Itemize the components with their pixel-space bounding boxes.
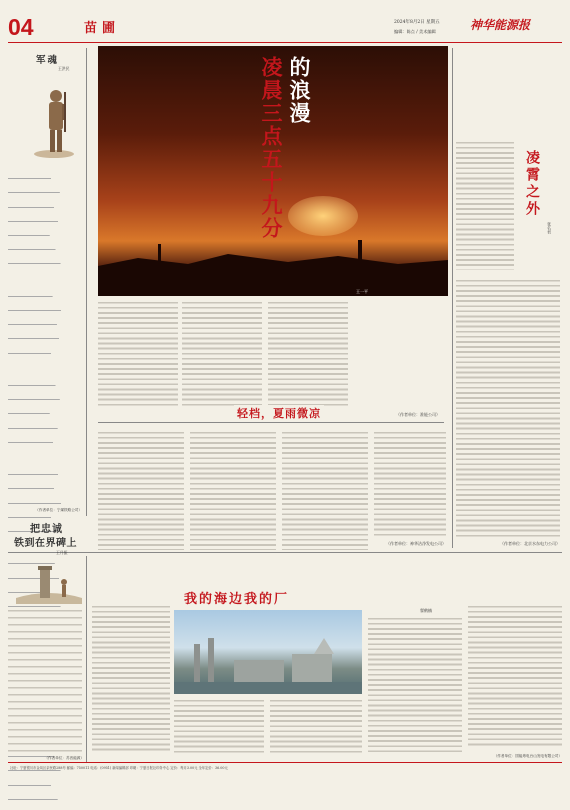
poem-line <box>8 246 80 253</box>
footer-info: 社址：宁夏银川市金凤区亲民路288号 邮编：750011 电话：(0951) 新闻编辑部 印刷：宁夏日报社印务中心 定价：每月3.00元 全年定价：36.00元 <box>10 766 228 770</box>
soldier-illustration <box>28 86 80 158</box>
date-line: 2024年8月2日 星期五 <box>394 20 440 25</box>
junhun-credit: （作者单位：宁煤铁路公司） <box>35 508 82 512</box>
page-number: 04 <box>8 14 34 40</box>
bottom-section-rule <box>8 552 562 553</box>
power-plant-silhouette <box>174 634 362 694</box>
right-column-divider <box>452 48 453 548</box>
poem-line <box>8 782 80 789</box>
factory-author: 翟鹤楠 <box>420 608 432 613</box>
poem-line <box>8 410 80 417</box>
poem-line <box>8 189 80 196</box>
summer-body-col-4 <box>374 430 446 538</box>
steel-credit: （作者单位：苏晋能源） <box>44 756 84 760</box>
lingxiao-title: 凌霄之外 <box>524 150 540 218</box>
summer-title: 轻档，夏雨微凉 <box>234 405 324 421</box>
dawn-credit: （作者单位：准能公司） <box>396 412 440 417</box>
steel-title-line2: 铁到在界碑上 <box>14 538 77 549</box>
dawn-body-col-2 <box>182 300 262 408</box>
dawn-title-sub: 的浪漫 <box>287 56 312 125</box>
section-title: 苗圃 <box>84 21 121 36</box>
poem-line <box>8 382 80 389</box>
poem-line <box>8 396 80 403</box>
poem-line <box>8 439 80 446</box>
poem-line <box>8 500 80 507</box>
bottom-left-divider <box>86 556 87 762</box>
poem-line <box>8 307 80 314</box>
summer-credit: （作者单位：神华洁净发电公司） <box>386 541 446 546</box>
dawn-author: 王一平 <box>356 289 368 294</box>
steel-title-line1: 把忠诚 <box>30 524 63 535</box>
poem-line <box>8 204 80 211</box>
poem-line <box>8 175 80 182</box>
editor-line: 编辑：陈点 / 美术编辑 <box>394 29 436 34</box>
boundary-marker-illustration <box>16 560 82 604</box>
dawn-title-main: 凌晨三点五十九分 <box>259 56 284 240</box>
poem-line <box>8 321 80 328</box>
poem-line <box>8 425 80 432</box>
factory-photo <box>174 610 362 694</box>
junhun-author: 王洪民 <box>58 66 70 71</box>
junhun-title: 军魂 <box>36 55 60 66</box>
dawn-body-col-1 <box>98 300 178 408</box>
lingxiao-body-lower <box>456 278 560 538</box>
steel-poem <box>8 608 82 754</box>
poem-line <box>8 471 80 478</box>
poem-line <box>8 275 80 286</box>
lingxiao-side-body <box>456 140 514 270</box>
poem-line <box>8 364 80 375</box>
poem-line <box>8 335 80 342</box>
masthead-logo: 神华能源报 <box>470 18 531 32</box>
summer-body-col-2 <box>190 430 276 550</box>
summer-body-col-1 <box>98 430 184 550</box>
poem-line <box>8 350 80 357</box>
dawn-bottom-rule <box>98 422 444 423</box>
factory-body-col-5 <box>468 604 562 748</box>
poem-line <box>8 232 80 239</box>
poem-line <box>8 218 80 225</box>
lingxiao-credit: （作者单位：北京水东电力公司） <box>500 541 560 546</box>
header-rule <box>8 42 562 43</box>
poem-line <box>8 485 80 492</box>
left-column-divider <box>86 48 87 516</box>
factory-body-col-4 <box>368 616 462 754</box>
lingxiao-author: 张名君 <box>547 222 552 234</box>
poem-line <box>8 453 80 464</box>
factory-credit: （作者单位：国能粤电台山发电有限公司） <box>493 754 562 758</box>
factory-body-col-2 <box>174 698 264 754</box>
footer-rule <box>8 762 562 763</box>
steel-author: 王月振 <box>56 550 68 555</box>
factory-title: 我的海边我的厂 <box>184 592 290 607</box>
summer-body-col-3 <box>282 430 368 550</box>
poem-line <box>8 260 80 267</box>
poem-line <box>8 293 80 300</box>
poem-line <box>8 796 80 803</box>
factory-body-col-1 <box>92 604 170 752</box>
dawn-body-col-4 <box>268 300 348 408</box>
factory-body-col-3 <box>270 698 362 754</box>
